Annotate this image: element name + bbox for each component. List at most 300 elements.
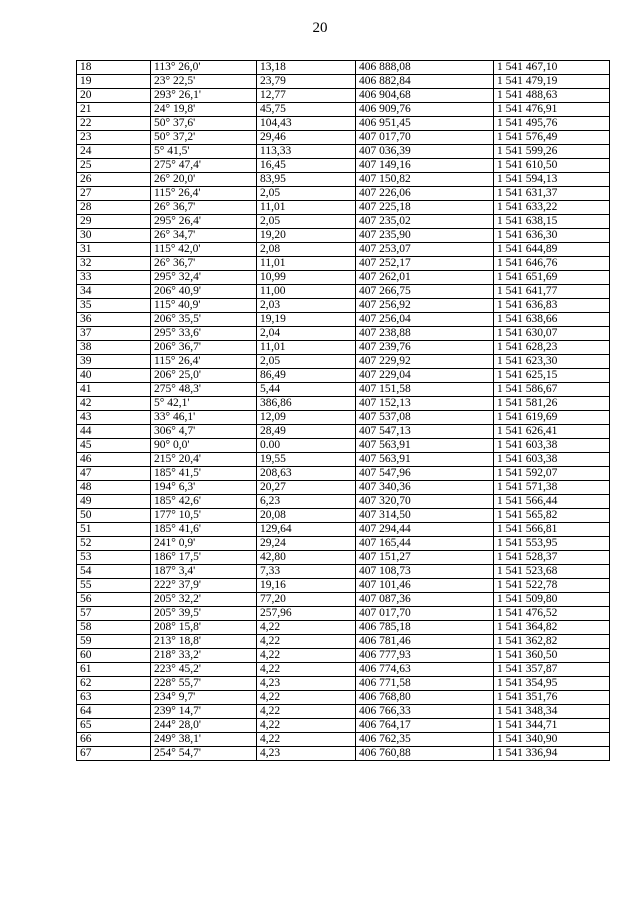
table-row: [77, 257, 610, 271]
table-row: [77, 215, 610, 229]
point-number-cell: 59: [77, 635, 151, 649]
point-number-cell: 55: [77, 579, 151, 593]
point-number-cell: 67: [77, 747, 151, 761]
point-number-cell: 20: [77, 89, 151, 103]
table-row: [77, 411, 610, 425]
x-coordinate-cell: 407 340,36: [356, 481, 494, 495]
bearing-cell: 215° 20,4': [151, 453, 257, 467]
x-coordinate-cell: 407 087,36: [356, 593, 494, 607]
bearing-cell: 295° 33,6': [151, 327, 257, 341]
distance-cell: 11,01: [257, 201, 356, 215]
y-coordinate-cell: 1 541 571,38: [494, 481, 610, 495]
distance-cell: 4,22: [257, 663, 356, 677]
point-number-cell: 34: [77, 285, 151, 299]
table-row: [77, 397, 610, 411]
distance-cell: 386,86: [257, 397, 356, 411]
point-number-cell: 43: [77, 411, 151, 425]
y-coordinate-cell: 1 541 636,30: [494, 229, 610, 243]
distance-cell: 4,22: [257, 621, 356, 635]
y-coordinate-cell: 1 541 603,38: [494, 453, 610, 467]
y-coordinate-cell: 1 541 646,76: [494, 257, 610, 271]
y-coordinate-cell: 1 541 476,91: [494, 103, 610, 117]
y-coordinate-cell: 1 541 599,26: [494, 145, 610, 159]
y-coordinate-cell: 1 541 566,44: [494, 495, 610, 509]
table-row: [77, 355, 610, 369]
x-coordinate-cell: 407 239,76: [356, 341, 494, 355]
x-coordinate-cell: 406 764,17: [356, 719, 494, 733]
distance-cell: 208,63: [257, 467, 356, 481]
distance-cell: 11,01: [257, 257, 356, 271]
bearing-cell: 249° 38,1': [151, 733, 257, 747]
table-row: [77, 565, 610, 579]
table-row: [77, 663, 610, 677]
y-coordinate-cell: 1 541 603,38: [494, 439, 610, 453]
distance-cell: 0.00: [257, 439, 356, 453]
distance-cell: 2,05: [257, 187, 356, 201]
bearing-cell: 213° 18,8': [151, 635, 257, 649]
table-row: [77, 75, 610, 89]
distance-cell: 16,45: [257, 159, 356, 173]
distance-cell: 4,22: [257, 691, 356, 705]
y-coordinate-cell: 1 541 576,49: [494, 131, 610, 145]
table-row: [77, 551, 610, 565]
table-row: [77, 621, 610, 635]
bearing-cell: 115° 40,9': [151, 299, 257, 313]
table-row: [77, 243, 610, 257]
bearing-cell: 26° 34,7': [151, 229, 257, 243]
point-number-cell: 62: [77, 677, 151, 691]
distance-cell: 77,20: [257, 593, 356, 607]
distance-cell: 20,27: [257, 481, 356, 495]
bearing-cell: 223° 45,2': [151, 663, 257, 677]
x-coordinate-cell: 406 760,88: [356, 747, 494, 761]
y-coordinate-cell: 1 541 630,07: [494, 327, 610, 341]
table-row: [77, 747, 610, 761]
table-row: [77, 201, 610, 215]
y-coordinate-cell: 1 541 636,83: [494, 299, 610, 313]
x-coordinate-cell: 406 951,45: [356, 117, 494, 131]
table-row: [77, 607, 610, 621]
bearing-cell: 5° 41,5': [151, 145, 257, 159]
x-coordinate-cell: 407 149,16: [356, 159, 494, 173]
bearing-cell: 194° 6,3': [151, 481, 257, 495]
point-number-cell: 54: [77, 565, 151, 579]
bearing-cell: 24° 19,8': [151, 103, 257, 117]
point-number-cell: 56: [77, 593, 151, 607]
point-number-cell: 53: [77, 551, 151, 565]
point-number-cell: 30: [77, 229, 151, 243]
table-row: [77, 691, 610, 705]
point-number-cell: 61: [77, 663, 151, 677]
x-coordinate-cell: 407 547,13: [356, 425, 494, 439]
x-coordinate-cell: 406 766,33: [356, 705, 494, 719]
y-coordinate-cell: 1 541 479,19: [494, 75, 610, 89]
y-coordinate-cell: 1 541 553,95: [494, 537, 610, 551]
point-number-cell: 41: [77, 383, 151, 397]
point-number-cell: 50: [77, 509, 151, 523]
table-row: [77, 579, 610, 593]
table-row: [77, 467, 610, 481]
x-coordinate-cell: 407 101,46: [356, 579, 494, 593]
y-coordinate-cell: 1 541 360,50: [494, 649, 610, 663]
bearing-cell: 254° 54,7': [151, 747, 257, 761]
coordinates-table: [76, 60, 610, 761]
y-coordinate-cell: 1 541 467,10: [494, 61, 610, 75]
point-number-cell: 35: [77, 299, 151, 313]
bearing-cell: 50° 37,6': [151, 117, 257, 131]
table-row: [77, 271, 610, 285]
x-coordinate-cell: 407 262,01: [356, 271, 494, 285]
x-coordinate-cell: 407 537,08: [356, 411, 494, 425]
table-row: [77, 131, 610, 145]
bearing-cell: 228° 55,7': [151, 677, 257, 691]
table-row: [77, 733, 610, 747]
distance-cell: 4,22: [257, 635, 356, 649]
point-number-cell: 45: [77, 439, 151, 453]
table-row: [77, 145, 610, 159]
table-row: [77, 593, 610, 607]
point-number-cell: 40: [77, 369, 151, 383]
x-coordinate-cell: 407 036,39: [356, 145, 494, 159]
point-number-cell: 49: [77, 495, 151, 509]
bearing-cell: 50° 37,2': [151, 131, 257, 145]
table-row: [77, 635, 610, 649]
bearing-cell: 113° 26,0': [151, 61, 257, 75]
bearing-cell: 222° 37,9': [151, 579, 257, 593]
x-coordinate-cell: 407 238,88: [356, 327, 494, 341]
x-coordinate-cell: 407 151,27: [356, 551, 494, 565]
table-row: [77, 341, 610, 355]
y-coordinate-cell: 1 541 592,07: [494, 467, 610, 481]
y-coordinate-cell: 1 541 566,81: [494, 523, 610, 537]
point-number-cell: 65: [77, 719, 151, 733]
x-coordinate-cell: 407 235,02: [356, 215, 494, 229]
bearing-cell: 239° 14,7': [151, 705, 257, 719]
distance-cell: 4,23: [257, 677, 356, 691]
x-coordinate-cell: 407 252,17: [356, 257, 494, 271]
table-row: [77, 369, 610, 383]
point-number-cell: 21: [77, 103, 151, 117]
bearing-cell: 234° 9,7': [151, 691, 257, 705]
coordinates-table-body: [77, 61, 610, 761]
y-coordinate-cell: 1 541 651,69: [494, 271, 610, 285]
x-coordinate-cell: 407 165,44: [356, 537, 494, 551]
table-row: [77, 187, 610, 201]
distance-cell: 10,99: [257, 271, 356, 285]
point-number-cell: 36: [77, 313, 151, 327]
bearing-cell: 90° 0,0': [151, 439, 257, 453]
y-coordinate-cell: 1 541 638,66: [494, 313, 610, 327]
table-row: [77, 313, 610, 327]
bearing-cell: 241° 0,9': [151, 537, 257, 551]
x-coordinate-cell: 407 017,70: [356, 607, 494, 621]
table-row: [77, 327, 610, 341]
table-row: [77, 537, 610, 551]
x-coordinate-cell: 407 563,91: [356, 453, 494, 467]
distance-cell: 12,09: [257, 411, 356, 425]
point-number-cell: 29: [77, 215, 151, 229]
x-coordinate-cell: 406 762,35: [356, 733, 494, 747]
distance-cell: 4,22: [257, 649, 356, 663]
y-coordinate-cell: 1 541 581,26: [494, 397, 610, 411]
point-number-cell: 57: [77, 607, 151, 621]
table-row: [77, 103, 610, 117]
distance-cell: 29,24: [257, 537, 356, 551]
bearing-cell: 5° 42,1': [151, 397, 257, 411]
bearing-cell: 206° 36,7': [151, 341, 257, 355]
distance-cell: 104,43: [257, 117, 356, 131]
distance-cell: 4,23: [257, 747, 356, 761]
bearing-cell: 23° 22,5': [151, 75, 257, 89]
point-number-cell: 19: [77, 75, 151, 89]
point-number-cell: 63: [77, 691, 151, 705]
point-number-cell: 51: [77, 523, 151, 537]
x-coordinate-cell: 407 547,96: [356, 467, 494, 481]
y-coordinate-cell: 1 541 364,82: [494, 621, 610, 635]
x-coordinate-cell: 407 229,92: [356, 355, 494, 369]
y-coordinate-cell: 1 541 344,71: [494, 719, 610, 733]
bearing-cell: 275° 48,3': [151, 383, 257, 397]
y-coordinate-cell: 1 541 522,78: [494, 579, 610, 593]
bearing-cell: 26° 36,7': [151, 257, 257, 271]
y-coordinate-cell: 1 541 586,67: [494, 383, 610, 397]
x-coordinate-cell: 407 150,82: [356, 173, 494, 187]
bearing-cell: 205° 32,2': [151, 593, 257, 607]
y-coordinate-cell: 1 541 351,76: [494, 691, 610, 705]
table-row: [77, 677, 610, 691]
bearing-cell: 208° 15,8': [151, 621, 257, 635]
point-number-cell: 48: [77, 481, 151, 495]
bearing-cell: 205° 39,5': [151, 607, 257, 621]
x-coordinate-cell: 406 781,46: [356, 635, 494, 649]
x-coordinate-cell: 407 320,70: [356, 495, 494, 509]
table-row: [77, 649, 610, 663]
point-number-cell: 42: [77, 397, 151, 411]
distance-cell: 20,08: [257, 509, 356, 523]
distance-cell: 13,18: [257, 61, 356, 75]
bearing-cell: 187° 3,4': [151, 565, 257, 579]
x-coordinate-cell: 406 882,84: [356, 75, 494, 89]
table-row: [77, 719, 610, 733]
x-coordinate-cell: 407 017,70: [356, 131, 494, 145]
bearing-cell: 295° 32,4': [151, 271, 257, 285]
distance-cell: 19,20: [257, 229, 356, 243]
point-number-cell: 52: [77, 537, 151, 551]
point-number-cell: 47: [77, 467, 151, 481]
table-row: [77, 285, 610, 299]
x-coordinate-cell: 407 226,06: [356, 187, 494, 201]
distance-cell: 257,96: [257, 607, 356, 621]
y-coordinate-cell: 1 541 488,63: [494, 89, 610, 103]
point-number-cell: 24: [77, 145, 151, 159]
distance-cell: 86,49: [257, 369, 356, 383]
y-coordinate-cell: 1 541 631,37: [494, 187, 610, 201]
distance-cell: 7,33: [257, 565, 356, 579]
point-number-cell: 37: [77, 327, 151, 341]
y-coordinate-cell: 1 541 362,82: [494, 635, 610, 649]
point-number-cell: 46: [77, 453, 151, 467]
table-row: [77, 495, 610, 509]
point-number-cell: 31: [77, 243, 151, 257]
x-coordinate-cell: 406 904,68: [356, 89, 494, 103]
bearing-cell: 26° 36,7': [151, 201, 257, 215]
x-coordinate-cell: 407 229,04: [356, 369, 494, 383]
distance-cell: 19,19: [257, 313, 356, 327]
bearing-cell: 115° 42,0': [151, 243, 257, 257]
x-coordinate-cell: 406 771,58: [356, 677, 494, 691]
y-coordinate-cell: 1 541 495,76: [494, 117, 610, 131]
table-row: [77, 705, 610, 719]
distance-cell: 2,03: [257, 299, 356, 313]
table-row: [77, 61, 610, 75]
y-coordinate-cell: 1 541 610,50: [494, 159, 610, 173]
x-coordinate-cell: 407 108,73: [356, 565, 494, 579]
table-row: [77, 439, 610, 453]
distance-cell: 6,23: [257, 495, 356, 509]
point-number-cell: 32: [77, 257, 151, 271]
x-coordinate-cell: 406 785,18: [356, 621, 494, 635]
point-number-cell: 26: [77, 173, 151, 187]
bearing-cell: 295° 26,4': [151, 215, 257, 229]
distance-cell: 2,08: [257, 243, 356, 257]
y-coordinate-cell: 1 541 354,95: [494, 677, 610, 691]
x-coordinate-cell: 407 314,50: [356, 509, 494, 523]
distance-cell: 4,22: [257, 733, 356, 747]
distance-cell: 2,05: [257, 215, 356, 229]
distance-cell: 129,64: [257, 523, 356, 537]
point-number-cell: 25: [77, 159, 151, 173]
bearing-cell: 26° 20,0': [151, 173, 257, 187]
bearing-cell: 293° 26,1': [151, 89, 257, 103]
x-coordinate-cell: 407 294,44: [356, 523, 494, 537]
x-coordinate-cell: 406 768,80: [356, 691, 494, 705]
table-row: [77, 117, 610, 131]
point-number-cell: 58: [77, 621, 151, 635]
y-coordinate-cell: 1 541 336,94: [494, 747, 610, 761]
point-number-cell: 66: [77, 733, 151, 747]
bearing-cell: 206° 25,0': [151, 369, 257, 383]
x-coordinate-cell: 407 563,91: [356, 439, 494, 453]
table-row: [77, 173, 610, 187]
distance-cell: 83,95: [257, 173, 356, 187]
point-number-cell: 23: [77, 131, 151, 145]
distance-cell: 19,16: [257, 579, 356, 593]
table-row: [77, 523, 610, 537]
y-coordinate-cell: 1 541 623,30: [494, 355, 610, 369]
x-coordinate-cell: 406 888,08: [356, 61, 494, 75]
distance-cell: 11,00: [257, 285, 356, 299]
x-coordinate-cell: 407 256,04: [356, 313, 494, 327]
y-coordinate-cell: 1 541 523,68: [494, 565, 610, 579]
y-coordinate-cell: 1 541 626,41: [494, 425, 610, 439]
y-coordinate-cell: 1 541 619,69: [494, 411, 610, 425]
distance-cell: 4,22: [257, 719, 356, 733]
y-coordinate-cell: 1 541 644,89: [494, 243, 610, 257]
page-number: 20: [312, 20, 328, 36]
table-row: [77, 159, 610, 173]
point-number-cell: 44: [77, 425, 151, 439]
y-coordinate-cell: 1 541 509,80: [494, 593, 610, 607]
y-coordinate-cell: 1 541 565,82: [494, 509, 610, 523]
x-coordinate-cell: 406 777,93: [356, 649, 494, 663]
bearing-cell: 115° 26,4': [151, 187, 257, 201]
x-coordinate-cell: 407 235,90: [356, 229, 494, 243]
x-coordinate-cell: 407 152,13: [356, 397, 494, 411]
distance-cell: 42,80: [257, 551, 356, 565]
bearing-cell: 244° 28,0': [151, 719, 257, 733]
distance-cell: 19,55: [257, 453, 356, 467]
table-row: [77, 383, 610, 397]
distance-cell: 2,04: [257, 327, 356, 341]
bearing-cell: 206° 40,9': [151, 285, 257, 299]
y-coordinate-cell: 1 541 628,23: [494, 341, 610, 355]
bearing-cell: 306° 4,7': [151, 425, 257, 439]
table-row: [77, 481, 610, 495]
distance-cell: 5,44: [257, 383, 356, 397]
point-number-cell: 22: [77, 117, 151, 131]
bearing-cell: 186° 17,5': [151, 551, 257, 565]
table-row: [77, 89, 610, 103]
point-number-cell: 18: [77, 61, 151, 75]
distance-cell: 45,75: [257, 103, 356, 117]
distance-cell: 12,77: [257, 89, 356, 103]
x-coordinate-cell: 407 225,18: [356, 201, 494, 215]
distance-cell: 23,79: [257, 75, 356, 89]
bearing-cell: 185° 41,6': [151, 523, 257, 537]
table-row: [77, 509, 610, 523]
point-number-cell: 28: [77, 201, 151, 215]
y-coordinate-cell: 1 541 357,87: [494, 663, 610, 677]
point-number-cell: 39: [77, 355, 151, 369]
distance-cell: 2,05: [257, 355, 356, 369]
table-row: [77, 299, 610, 313]
y-coordinate-cell: 1 541 633,22: [494, 201, 610, 215]
y-coordinate-cell: 1 541 348,34: [494, 705, 610, 719]
distance-cell: 11,01: [257, 341, 356, 355]
distance-cell: 113,33: [257, 145, 356, 159]
y-coordinate-cell: 1 541 340,90: [494, 733, 610, 747]
bearing-cell: 177° 10,5': [151, 509, 257, 523]
point-number-cell: 60: [77, 649, 151, 663]
bearing-cell: 275° 47,4': [151, 159, 257, 173]
distance-cell: 29,46: [257, 131, 356, 145]
x-coordinate-cell: 407 253,07: [356, 243, 494, 257]
x-coordinate-cell: 407 151,58: [356, 383, 494, 397]
y-coordinate-cell: 1 541 641,77: [494, 285, 610, 299]
distance-cell: 28,49: [257, 425, 356, 439]
point-number-cell: 33: [77, 271, 151, 285]
table-row: [77, 229, 610, 243]
y-coordinate-cell: 1 541 594,13: [494, 173, 610, 187]
x-coordinate-cell: 407 256,92: [356, 299, 494, 313]
y-coordinate-cell: 1 541 528,37: [494, 551, 610, 565]
bearing-cell: 206° 35,5': [151, 313, 257, 327]
bearing-cell: 218° 33,2': [151, 649, 257, 663]
distance-cell: 4,22: [257, 705, 356, 719]
table-row: [77, 453, 610, 467]
x-coordinate-cell: 406 909,76: [356, 103, 494, 117]
x-coordinate-cell: 407 266,75: [356, 285, 494, 299]
point-number-cell: 27: [77, 187, 151, 201]
y-coordinate-cell: 1 541 625,15: [494, 369, 610, 383]
point-number-cell: 38: [77, 341, 151, 355]
x-coordinate-cell: 406 774,63: [356, 663, 494, 677]
bearing-cell: 115° 26,4': [151, 355, 257, 369]
bearing-cell: 185° 41,5': [151, 467, 257, 481]
table-row: [77, 425, 610, 439]
y-coordinate-cell: 1 541 476,52: [494, 607, 610, 621]
bearing-cell: 33° 46,1': [151, 411, 257, 425]
